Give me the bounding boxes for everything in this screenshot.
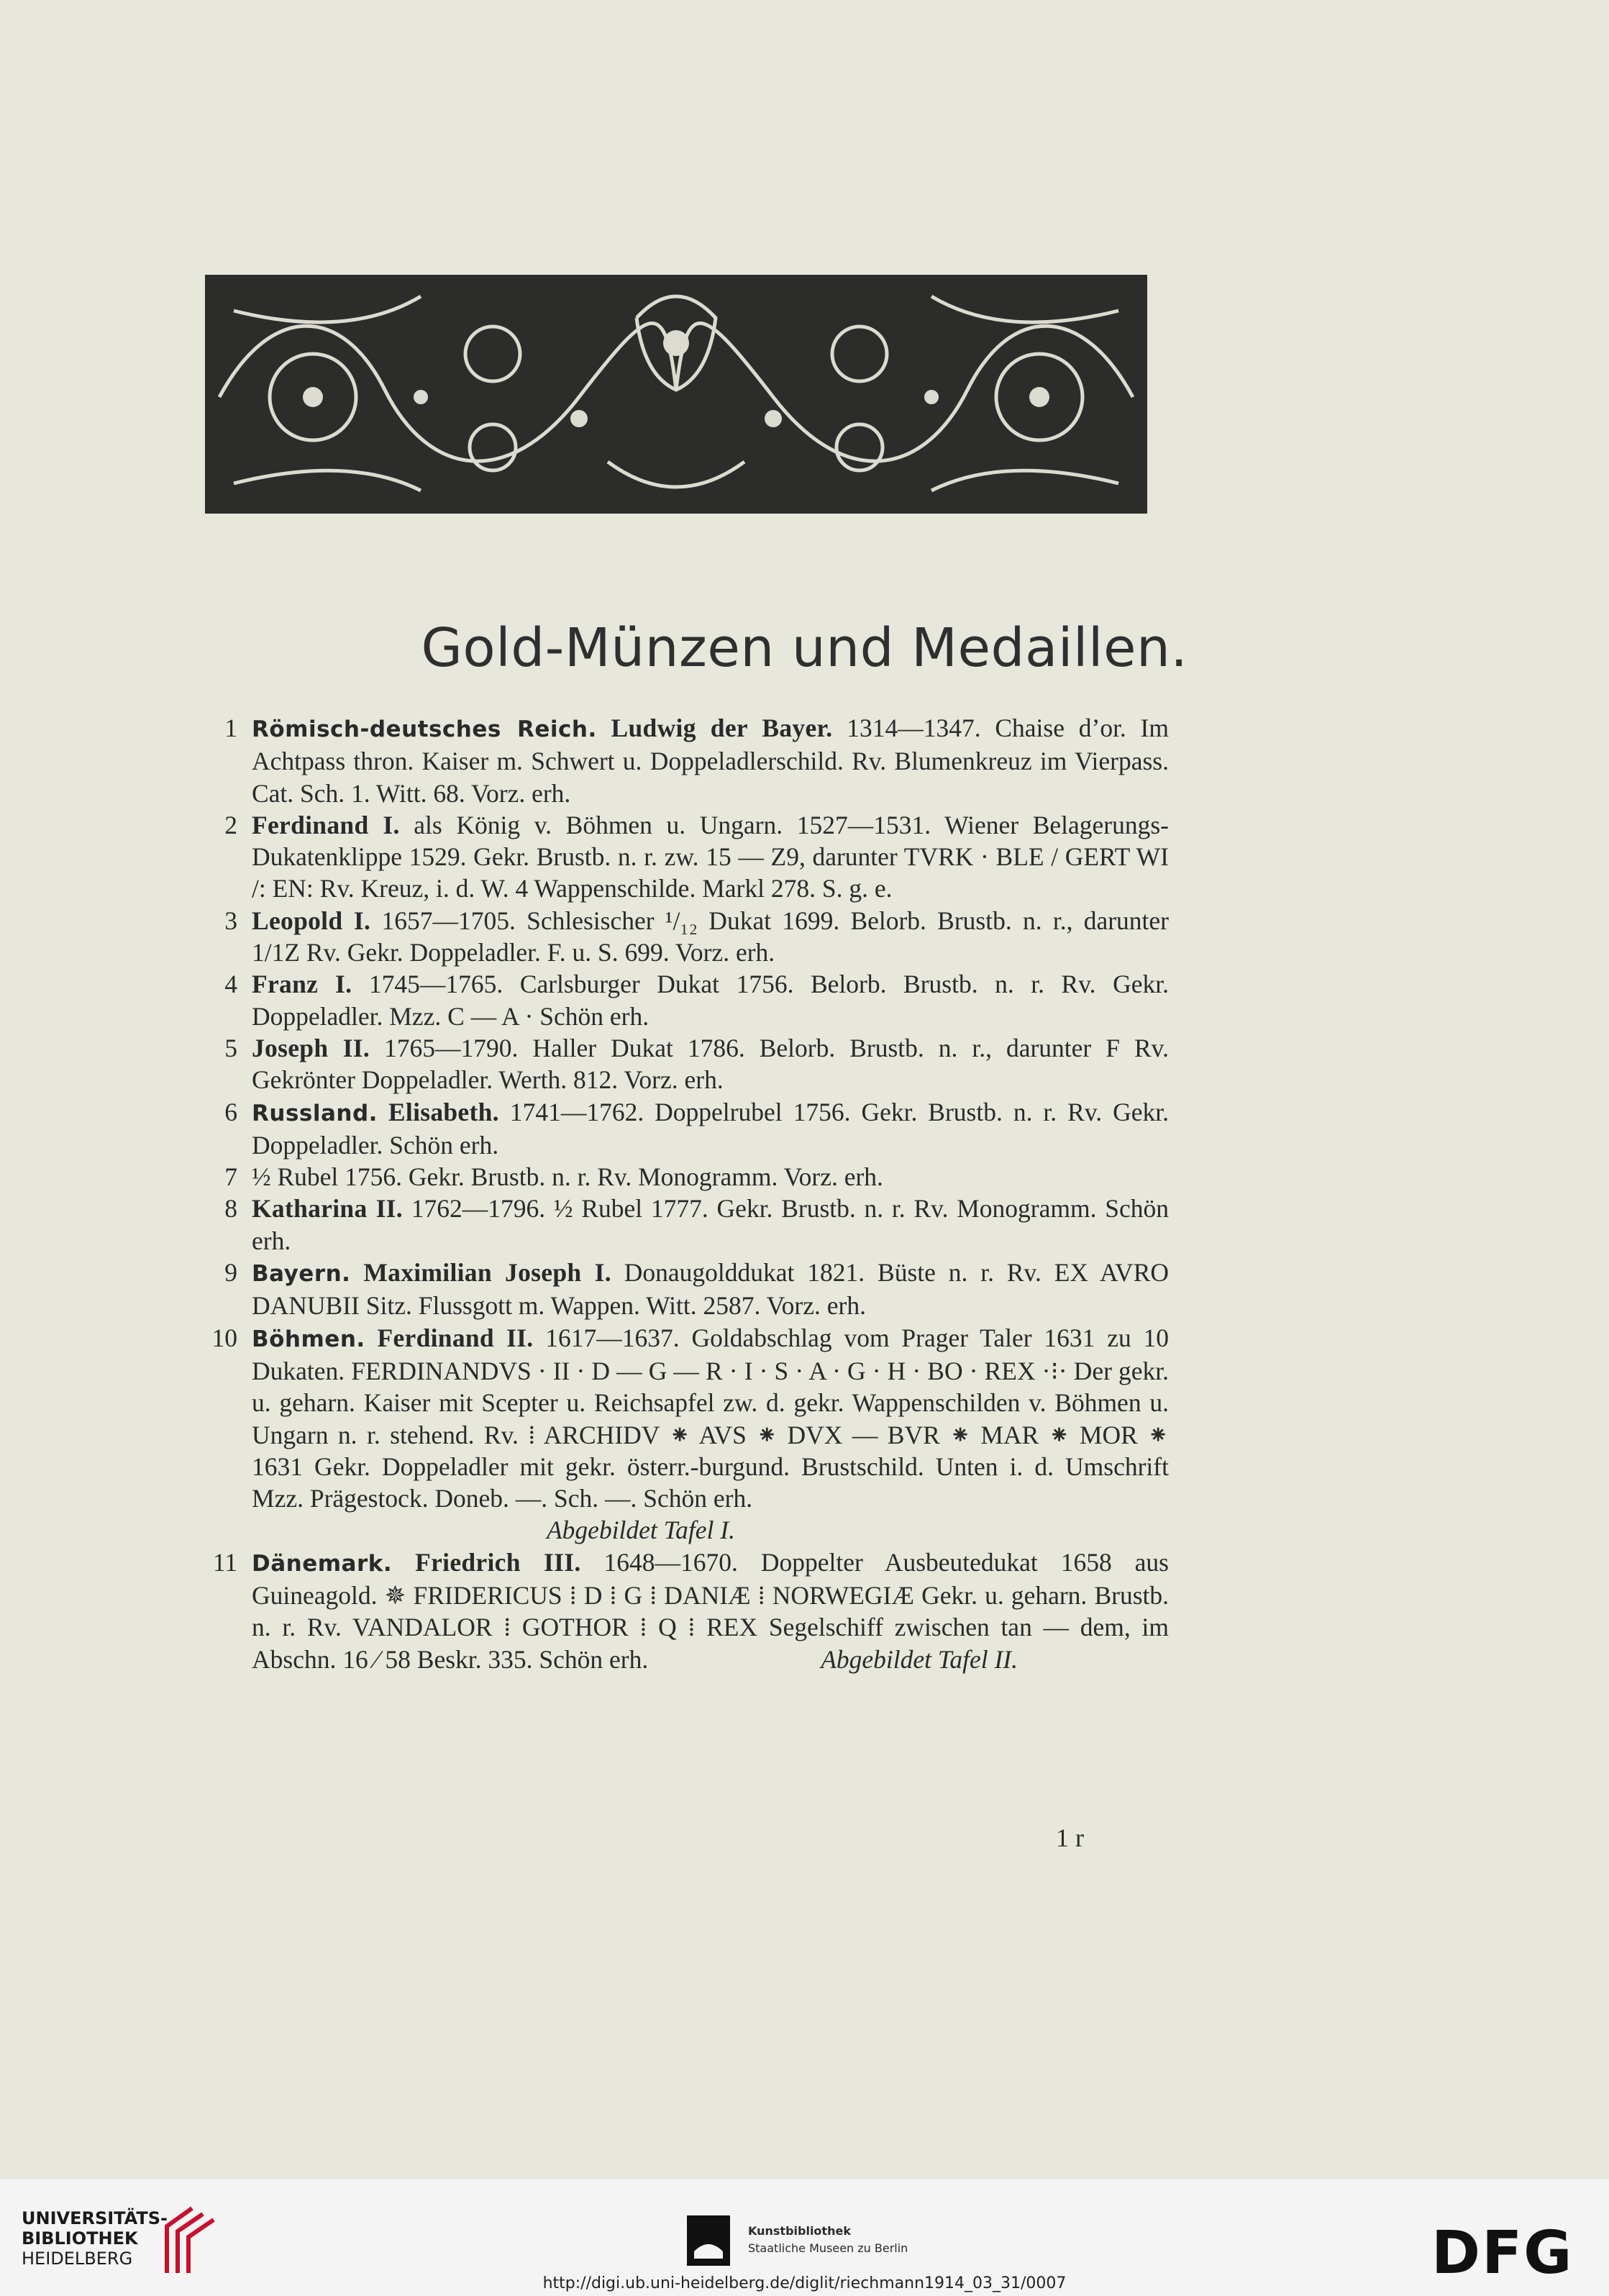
entry-ruler: Friedrich III. [415, 1547, 581, 1577]
catalog-entry [191, 1193, 1169, 1257]
page-title: Gold-Münzen und Medaillen. [421, 617, 1188, 679]
entry-ruler: Maximilian Joseph I. [363, 1258, 611, 1288]
entry-body [252, 968, 1169, 1032]
entry-text: 1765—1790. Haller Dukat 1786. Belorb. Brustb. n. r., darunter F Rv. Gekrönter Doppeladler. Werth. 812. Vorz. erh. [252, 1033, 1169, 1095]
catalog-entry [191, 1161, 1169, 1193]
entry-text: 1648—1670. Doppelter Ausbeutedukat 1658 aus Guineagold. ✵ FRIDERICUS ⁞ D ⁞ G ⁞ DANIÆ ⁞ NORWEGIÆ Gekr. u. geharn. Brustb. n. r. Rv. VANDALOR ⁞ GOTHOR ⁞ Q ⁞ REX Segelschiff zwischen tan — dem, im Abschn. 16 ⁄ 58 Beskr. 335. Schön erh. [252, 1547, 1170, 1674]
entry-ruler: Katharina II. [252, 1194, 403, 1224]
entry-ruler: Leopold I. [252, 906, 371, 935]
page-signature-mark: 1 r [1056, 1823, 1084, 1852]
catalog-entry [191, 712, 1169, 809]
entry-category: Römisch-deutsches Reich. [252, 716, 597, 742]
entry-number: 2 [224, 810, 237, 839]
plate-reference: Abgebildet Tafel II. [821, 1644, 1018, 1674]
catalog-entries [191, 712, 1169, 1675]
entry-body [252, 1096, 1169, 1162]
entry-text: 1657—1705. Schlesischer ¹/₁₂ Dukat 1699. Belorb. Brustb. n. r., darunter 1/1Z Rv. Gekr. Doppeladler. F. u. S. 699. Vorz. erh. [252, 906, 1169, 967]
plate-reference: Abgebildet Tafel I. [547, 1516, 735, 1545]
entry-text: als König v. Böhmen u. Ungarn. 1527—1531. Wiener Belagerungs-Dukatenklippe 1529. Gekr. Brustb. n. r. zw. 15 — Z9, darunter TVRK · BLE / GERT WI /: EN: Rv. Kreuz, i. d. W. 4 Wappenschilde. Markl 278. S. g. e. [252, 810, 1169, 903]
entry-text: 1617—1637. Goldabschlag vom Prager Taler 1631 zu 10 Dukaten. FERDINANDVS · II · D — G — R · I · S · A · G · H · BO · REX ·⁝· Der gekr. u. geharn. Kaiser mit Scepter u. Reichsapfel zw. d. gekr. Wappenschilden v. Böhmen u. Ungarn n. r. stehend. Rv. ⁞ ARCHIDV ⁕ AVS ⁕ DVX — BVR ⁕ MAR ⁕ MOR ⁕ 1631 Gekr. Doppeladler mit gekr. österr.-burgund. Brustschild. Unten i. d. Umschrift Mzz. Prägestock. Doneb. —. Sch. —. Schön erh. [252, 1323, 1170, 1513]
entry-category: Russland. [252, 1100, 378, 1126]
entry-body [252, 1161, 1169, 1193]
catalog-entry [191, 968, 1169, 1032]
uni-line: UNIVERSITÄTS- [22, 2208, 168, 2228]
entry-number: 11 [212, 1547, 237, 1577]
entry-text: 1741—1762. Doppelrubel 1756. Gekr. Brustb. n. r. Rv. Gekr. Doppeladler. Schön erh. [252, 1097, 1169, 1160]
entry-body [252, 712, 1169, 809]
catalog-entry [191, 1032, 1169, 1096]
entry-body [252, 1032, 1169, 1096]
entry-ruler: Joseph II. [252, 1033, 370, 1062]
entry-category: Böhmen. [252, 1326, 365, 1352]
entry-body [252, 1193, 1169, 1257]
kb-title: Kunstbibliothek [748, 2224, 851, 2238]
catalog-entry [191, 1546, 1169, 1675]
catalog-entry [191, 1096, 1169, 1162]
catalog-entry [191, 809, 1169, 905]
permalink-url[interactable]: http://digi.ub.uni-heidelberg.de/diglit/riechmann1914_03_31/0007 [542, 2274, 1067, 2292]
entry-body [252, 1546, 1169, 1675]
entry-number: 7 [224, 1162, 237, 1192]
catalog-entry [191, 1257, 1169, 1322]
entry-category: Bayern. [252, 1261, 351, 1288]
entry-ruler: Ludwig der Bayer. [611, 714, 833, 742]
entry-body [252, 1322, 1169, 1546]
kb-subtitle: Staatliche Museen zu Berlin [748, 2241, 908, 2255]
entry-number: 1 [224, 714, 237, 742]
entry-number: 9 [224, 1258, 237, 1288]
uni-line: HEIDELBERG [22, 2249, 133, 2269]
entry-ruler: Elisabeth. [388, 1097, 499, 1126]
viewer-footer [0, 2179, 1609, 2296]
entry-body [252, 1257, 1169, 1322]
catalog-entry [191, 1322, 1169, 1546]
kunstbibliothek-logo-icon[interactable] [687, 2215, 730, 2266]
entry-text: ½ Rubel 1756. Gekr. Brustb. n. r. Rv. Monogramm. Vorz. erh. [252, 1162, 883, 1192]
university-library-label[interactable] [22, 2208, 168, 2269]
entry-ruler: Ferdinand I. [252, 810, 400, 839]
entry-ruler: Ferdinand II. [377, 1323, 534, 1352]
entry-text: Donaugolddukat 1821. Büste n. r. Rv. EX AVRO DANUBII Sitz. Flussgott m. Wappen. Witt. 2587. Vorz. erh. [252, 1258, 1170, 1321]
kunstbibliothek-label[interactable] [748, 2223, 908, 2257]
entry-body [252, 809, 1169, 905]
entry-body [252, 905, 1169, 969]
ornamental-header-band [205, 275, 1147, 514]
library-logo-icon[interactable] [160, 2201, 224, 2280]
dfg-logo[interactable]: DFG [1431, 2219, 1574, 2287]
catalog-entry [191, 905, 1169, 969]
entry-number: 6 [224, 1097, 237, 1126]
entry-category: Dänemark. [252, 1550, 393, 1577]
entry-number: 5 [224, 1033, 237, 1062]
entry-number: 10 [211, 1323, 237, 1352]
entry-number: 8 [224, 1194, 237, 1224]
entry-number: 3 [224, 906, 237, 935]
entry-text: 1314—1347. Chaise d’or. Im Achtpass thron. Kaiser m. Schwert u. Doppeladlerschild. Rv. Blumenkreuz im Vierpass. Cat. Sch. 1. Witt. 68. Vorz. erh. [252, 714, 1169, 808]
uni-line: BIBLIOTHEK [22, 2228, 138, 2249]
entry-ruler: Franz I. [252, 970, 352, 999]
entry-number: 4 [224, 970, 237, 999]
entry-text: 1745—1765. Carlsburger Dukat 1756. Belorb. Brustb. n. r. Rv. Gekr. Doppeladler. Mzz. C — A · Schön erh. [252, 970, 1169, 1031]
entry-text: 1762—1796. ½ Rubel 1777. Gekr. Brustb. n. r. Rv. Monogramm. Schön erh. [252, 1194, 1169, 1255]
